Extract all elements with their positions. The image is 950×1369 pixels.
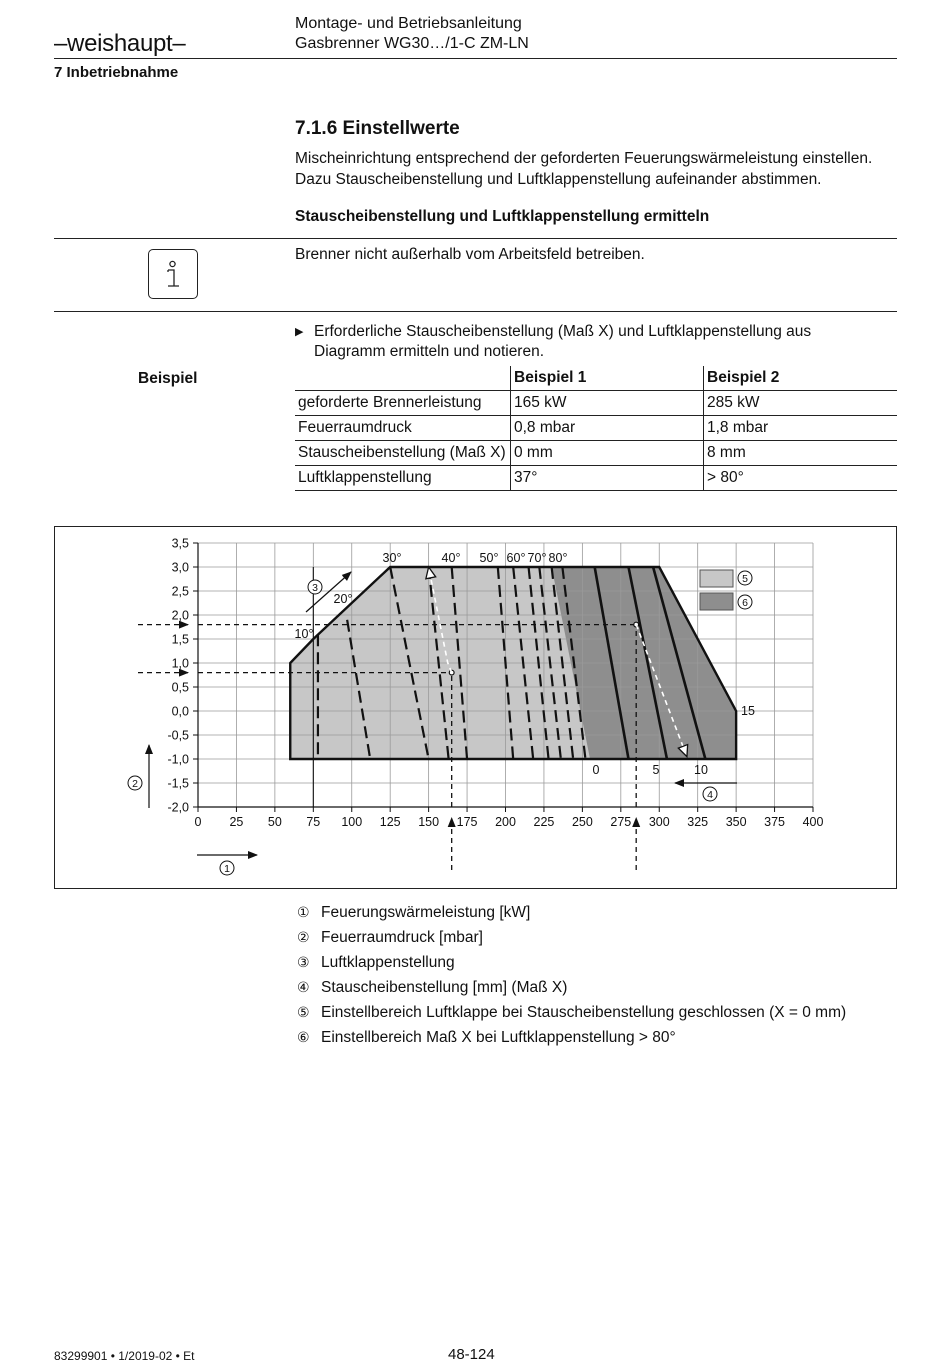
damper-angle-label: 60° (506, 551, 526, 565)
y-tick-label: 0,5 (171, 680, 189, 695)
example-label: Beispiel (138, 370, 198, 387)
disc-position-label: 0 (592, 763, 600, 777)
legend-number: ① (297, 904, 310, 920)
legend-text: Feuerraumdruck [mbar] (321, 929, 483, 946)
disc-position-label: 5 (652, 763, 660, 777)
table-cell: 0,8 mbar (511, 416, 704, 441)
y-tick-label: 2,5 (171, 584, 189, 599)
damper-angle-label: 40° (441, 551, 461, 565)
damper-angle-label: 80° (548, 551, 568, 565)
disc-position-label: 10 (694, 763, 708, 777)
x-tick-label: 175 (456, 815, 478, 829)
callout-number: 6 (742, 597, 748, 609)
callout-number: 5 (742, 573, 748, 585)
legend-number: ② (297, 929, 310, 945)
legend-text: Einstellbereich Maß X bei Luftklappenstellung > 80° (321, 1029, 676, 1046)
x-tick-label: 0 (194, 815, 202, 829)
damper-angle-label: 10° (294, 627, 314, 641)
legend-item (297, 1000, 846, 1025)
callout-number: 3 (312, 582, 318, 594)
y-tick-label: -1,5 (167, 776, 189, 791)
table-cell: 8 mm (704, 441, 898, 466)
legend-item (297, 975, 846, 1000)
table-cell: Stauscheibenstellung (Maß X) (295, 441, 511, 466)
legend-number: ⑤ (297, 1004, 310, 1020)
damper-angle-label: 30° (382, 551, 402, 565)
callout-number: 4 (707, 789, 713, 801)
section-heading: 7.1.6 Einstellwerte (295, 118, 460, 139)
x-tick-label: 375 (764, 815, 785, 829)
page-number: 48-124 (448, 1346, 495, 1363)
x-tick-label: 125 (379, 815, 401, 829)
instruction-text: Erforderliche Stauscheibenstellung (Maß X) und Luftklappenstellung aus Diagramm ermitteln und notieren. (314, 323, 812, 360)
disc-position-label: 15 (741, 704, 755, 718)
product-name: Gasbrenner WG30…/1-C ZM-LN (295, 35, 529, 52)
x-tick-label: 250 (571, 815, 593, 829)
x-tick-label: 150 (418, 815, 440, 829)
x-tick-label: 275 (610, 815, 632, 829)
legend-text: Feuerungswärmeleistung [kW] (321, 904, 531, 921)
weishaupt-logo: –weishaupt– (54, 30, 186, 57)
table-header-cell: Beispiel 2 (704, 366, 898, 391)
x-tick-label: 350 (725, 815, 747, 829)
x-tick-label: 200 (495, 815, 516, 829)
damper-angle-label: 20° (333, 592, 353, 606)
bullet-triangle-icon: ▶ (295, 326, 304, 338)
legend-item (297, 900, 846, 925)
damper-angle-label: 50° (479, 551, 499, 565)
legend-swatch-dark (700, 593, 733, 610)
y-tick-label: -1,0 (167, 752, 189, 767)
table-cell: 165 kW (511, 391, 704, 416)
legend-swatch-light (700, 570, 733, 587)
legend-number: ⑥ (297, 1029, 310, 1045)
table-cell: Feuerraumdruck (295, 416, 511, 441)
x-tick-label: 400 (802, 815, 824, 829)
legend-text: Luftklappenstellung (321, 954, 455, 971)
table-header-cell: Beispiel 1 (511, 366, 704, 391)
y-tick-label: 1,0 (171, 656, 189, 671)
info-text: Brenner nicht außerhalb vom Arbeitsfeld betreiben. (295, 246, 645, 263)
x-tick-label: 100 (341, 815, 363, 829)
document-number: 83299901 • 1/2019-02 • Et (54, 1349, 195, 1363)
y-tick-label: 2,0 (171, 608, 189, 623)
y-tick-label: -2,0 (167, 800, 189, 815)
damper-angle-label: 70° (527, 551, 547, 565)
legend-item (297, 950, 846, 975)
table-cell: Luftklappenstellung (295, 466, 511, 491)
legend-number: ④ (297, 979, 310, 995)
table-cell: 1,8 mbar (704, 416, 898, 441)
x-tick-label: 50 (267, 815, 282, 829)
x-tick-label: 300 (648, 815, 670, 829)
x-tick-label: 325 (687, 815, 709, 829)
document-type: Montage- und Betriebsanleitung (295, 15, 522, 32)
y-tick-label: 0,0 (171, 704, 189, 719)
table-cell: 285 kW (704, 391, 898, 416)
legend-text: Stauscheibenstellung [mm] (Maß X) (321, 979, 568, 996)
chapter-title: 7 Inbetriebnahme (54, 64, 179, 81)
y-tick-label: -0,5 (167, 728, 189, 743)
callout-number: 1 (224, 863, 230, 875)
intro-paragraph: Mischeinrichtung entsprechend der geforderten Feuerungswärmeleistung einstellen. Dazu Stauscheibenstellung und Luftklappenstellung aufeinander abstimmen. (295, 150, 873, 188)
callout-number: 2 (132, 778, 138, 790)
table-cell: 37° (511, 466, 704, 491)
x-tick-label: 25 (229, 815, 244, 829)
legend-text: Einstellbereich Luftklappe bei Stauscheibenstellung geschlossen (X = 0 mm) (321, 1004, 847, 1021)
x-tick-label: 225 (533, 815, 555, 829)
legend-item (297, 1025, 846, 1050)
y-tick-label: 3,5 (171, 536, 189, 551)
table-cell: 0 mm (511, 441, 704, 466)
legend-number: ③ (297, 954, 310, 970)
y-tick-label: 1,5 (171, 632, 189, 647)
table-cell: > 80° (704, 466, 898, 491)
figure-legend (297, 900, 846, 1050)
table-cell: geforderte Brennerleistung (295, 391, 511, 416)
x-tick-label: 75 (306, 815, 321, 829)
subheading: Stauscheibenstellung und Luftklappenstellung ermitteln (295, 208, 710, 225)
y-tick-label: 3,0 (171, 560, 189, 575)
legend-item (297, 925, 846, 950)
